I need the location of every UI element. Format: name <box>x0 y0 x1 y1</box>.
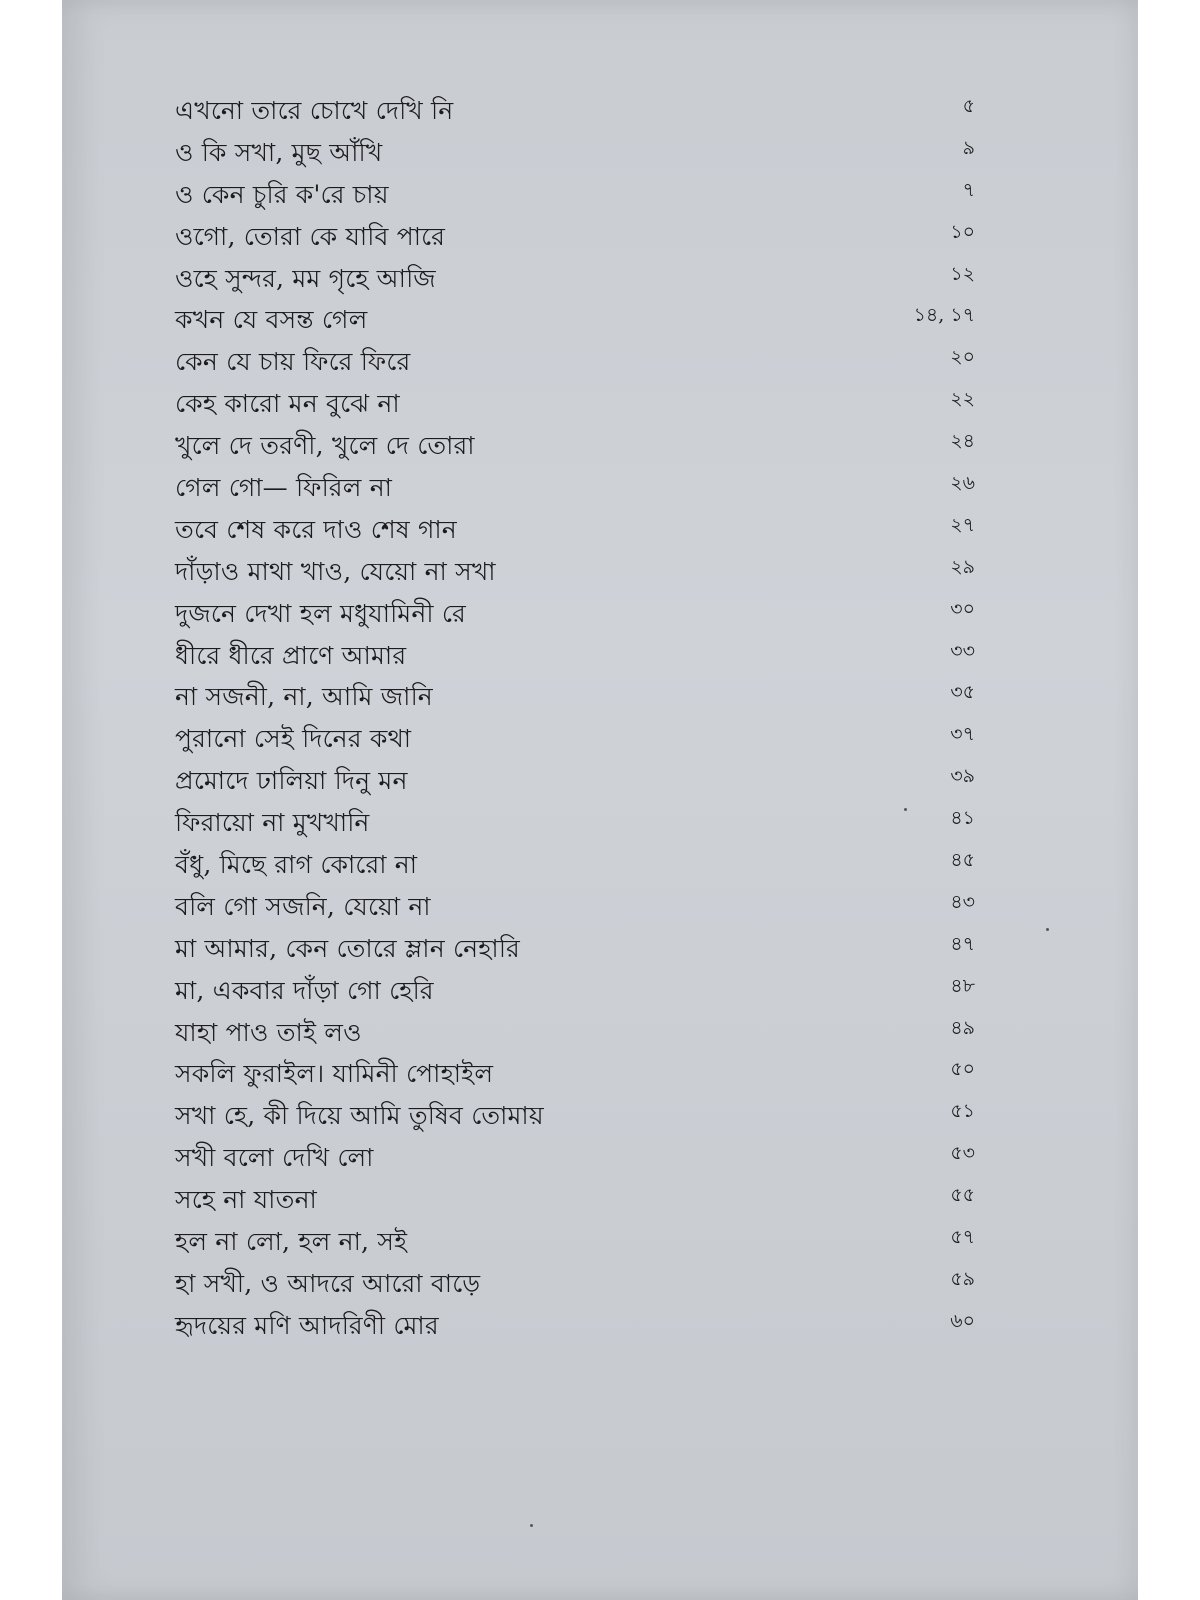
song-title: সহে না যাতনা <box>175 1185 317 1215</box>
song-title: সখী বলো দেখি লো <box>175 1143 374 1173</box>
page-number: ৯ <box>962 136 975 159</box>
page-number: ৪৩ <box>950 890 975 913</box>
index-entry <box>175 1265 975 1307</box>
page-number: ৩৩ <box>950 639 975 662</box>
index-entry <box>175 343 975 385</box>
page-number: ২২ <box>950 388 975 411</box>
index-entry <box>175 427 975 469</box>
index-entry <box>175 1307 975 1349</box>
index-entry <box>175 888 975 930</box>
song-title: দুজনে দেখা হল মধুযামিনী রে <box>175 598 466 628</box>
song-title: যাহা পাও তাই লও <box>175 1017 362 1047</box>
index-entry <box>175 134 975 176</box>
index-entry <box>175 595 975 637</box>
page-number: ১২ <box>950 262 975 285</box>
page-number: ৫৩ <box>950 1142 975 1165</box>
page-number: ৩৫ <box>950 681 975 704</box>
song-title: মা, একবার দাঁড়া গো হেরি <box>175 975 434 1005</box>
page-number: ৫৯ <box>950 1267 975 1290</box>
index-entry <box>175 1055 975 1097</box>
paper-speck <box>530 1524 533 1527</box>
index-entry <box>175 553 975 595</box>
index-entry <box>175 260 975 302</box>
book-page <box>62 0 1138 1600</box>
song-title: পুরানো সেই দিনের কথা <box>175 724 412 754</box>
page-number: ৫৭ <box>950 1226 975 1249</box>
page-number: ৫৫ <box>950 1184 975 1207</box>
index-entry <box>175 804 975 846</box>
song-title: মা আমার, কেন তোরে ম্লান নেহারি <box>175 933 520 963</box>
song-index-list <box>175 92 975 1349</box>
song-title: ফিরায়ো না মুখখানি <box>175 808 370 838</box>
index-entry <box>175 637 975 679</box>
index-entry <box>175 762 975 804</box>
song-title: ওহে সুন্দর, মম গৃহে আজি <box>175 263 436 293</box>
page-number: ৩০ <box>950 597 975 620</box>
index-entry <box>175 385 975 427</box>
song-title: ধীরে ধীরে প্রাণে আমার <box>175 640 407 670</box>
index-entry <box>175 511 975 553</box>
song-title: হৃদয়ের মণি আদরিণী মোর <box>175 1310 439 1340</box>
song-title: ও কেন চুরি ক'রে চায় <box>175 179 389 209</box>
page-number: ১০ <box>950 220 975 243</box>
song-title: কেন যে চায় ফিরে ফিরে <box>175 347 411 377</box>
page-number: ৪৮ <box>950 974 975 997</box>
index-entry <box>175 1014 975 1056</box>
song-title: সখা হে, কী দিয়ে আমি তুষিব তোমায় <box>175 1101 544 1131</box>
page-number: ৪৫ <box>950 849 975 872</box>
page-number: ৬০ <box>950 1309 975 1332</box>
page-number: ২৯ <box>950 555 975 578</box>
page-number: ২০ <box>950 346 975 369</box>
index-entry <box>175 846 975 888</box>
index-entry <box>175 218 975 260</box>
index-entry <box>175 1097 975 1139</box>
index-entry <box>175 301 975 343</box>
song-title: দাঁড়াও মাথা খাও, যেয়ো না সখা <box>175 556 496 586</box>
page-number: ৫ <box>962 95 975 117</box>
index-entry <box>175 176 975 218</box>
index-entry <box>175 92 975 134</box>
index-entry <box>175 1139 975 1181</box>
song-title: প্রমোদে ঢালিয়া দিনু মন <box>175 766 408 796</box>
page-number: ৩৭ <box>950 723 975 746</box>
page-number: ৫১ <box>950 1100 975 1123</box>
paper-speck <box>904 808 907 811</box>
song-title: বঁধু, মিছে রাগ কোরো না <box>175 850 418 880</box>
page-number: ২৬ <box>950 472 975 495</box>
song-title: হা সখী, ও আদরে আরো বাড়ে <box>175 1268 481 1298</box>
index-entry <box>175 1223 975 1265</box>
page-number: ২৭ <box>950 513 975 536</box>
song-title: ওগো, তোরা কে যাবি পারে <box>175 221 446 251</box>
song-title: খুলে দে তরণী, খুলে দে তোরা <box>175 431 475 461</box>
page-number: ৪৯ <box>950 1016 975 1039</box>
index-entry <box>175 972 975 1014</box>
song-title: তবে শেষ করে দাও শেষ গান <box>175 514 457 544</box>
page-number: ৪১ <box>950 807 975 830</box>
song-title: এখনো তারে চোখে দেখি নি <box>175 96 454 125</box>
index-entry <box>175 930 975 972</box>
index-entry <box>175 469 975 511</box>
page-number: ১৪, ১৭ <box>913 304 975 327</box>
song-title: সকলি ফুরাইল। যামিনী পোহাইল <box>175 1059 494 1089</box>
page-number: ৩৯ <box>950 765 975 788</box>
song-title: হল না লো, হল না, সই <box>175 1227 408 1257</box>
page-number: ৭ <box>962 178 975 201</box>
song-title: ও কি সখা, মুছ আঁখি <box>175 137 383 167</box>
song-title: বলি গো সজনি, যেয়ো না <box>175 891 431 921</box>
song-title: গেল গো— ফিরিল না <box>175 473 393 503</box>
index-entry <box>175 1181 975 1223</box>
index-entry <box>175 678 975 720</box>
index-entry <box>175 720 975 762</box>
page-number: ২৪ <box>950 430 975 453</box>
song-title: কেহ কারো মন বুঝে না <box>175 389 400 419</box>
paper-speck <box>1046 928 1049 931</box>
song-title: না সজনী, না, আমি জানি <box>175 682 433 712</box>
page-number: ৪৭ <box>950 932 975 955</box>
song-title: কখন যে বসন্ত গেল <box>175 305 368 335</box>
page-number: ৫০ <box>950 1058 975 1081</box>
